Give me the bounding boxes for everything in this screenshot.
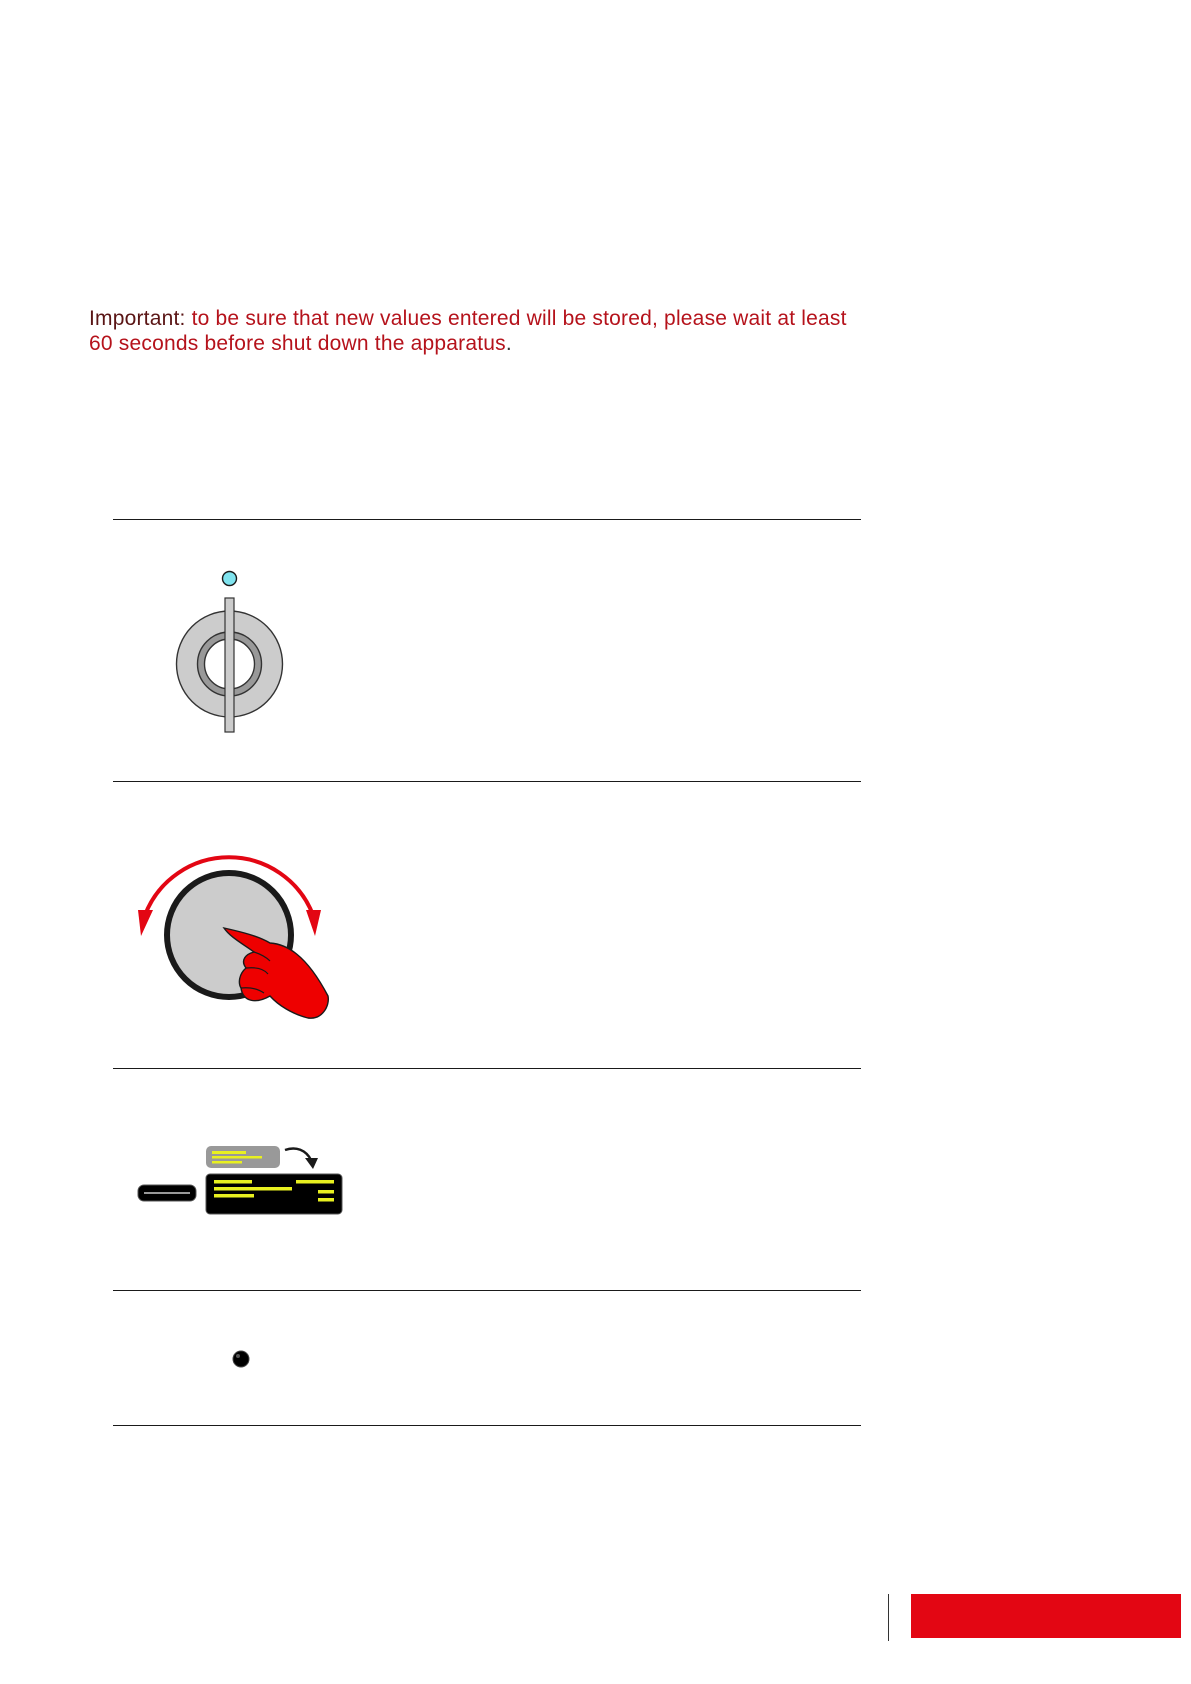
section-rule-4: [113, 1290, 861, 1291]
key-switch-icon: [170, 566, 290, 736]
notice-lead: Important:: [89, 307, 186, 330]
section-rule-1: [113, 519, 861, 520]
key-switch-key: [225, 598, 234, 732]
led-indicator: [223, 572, 237, 586]
footer-divider: [888, 1594, 889, 1641]
section-rule-2: [113, 781, 861, 782]
display-panel-icon: [136, 1140, 346, 1220]
indicator-dot-icon: [230, 1348, 252, 1370]
important-notice: [89, 306, 909, 356]
rotary-knob-icon: [130, 840, 350, 1030]
rotation-arrow-left-head: [138, 910, 153, 936]
notice-line-1-text: to be sure that new values entered will be stored, please wait at least: [191, 307, 847, 330]
notice-line-2-text: 60 seconds before shut down the apparatus: [89, 332, 506, 355]
rotation-arrow-right-head: [306, 910, 321, 936]
section-rule-3: [113, 1068, 861, 1069]
notice-line-1: [89, 306, 909, 331]
footer-accent-bar: [911, 1594, 1181, 1638]
notice-line-2: [89, 331, 909, 356]
notice-terminator: .: [505, 332, 512, 355]
section-rule-5: [113, 1425, 861, 1426]
